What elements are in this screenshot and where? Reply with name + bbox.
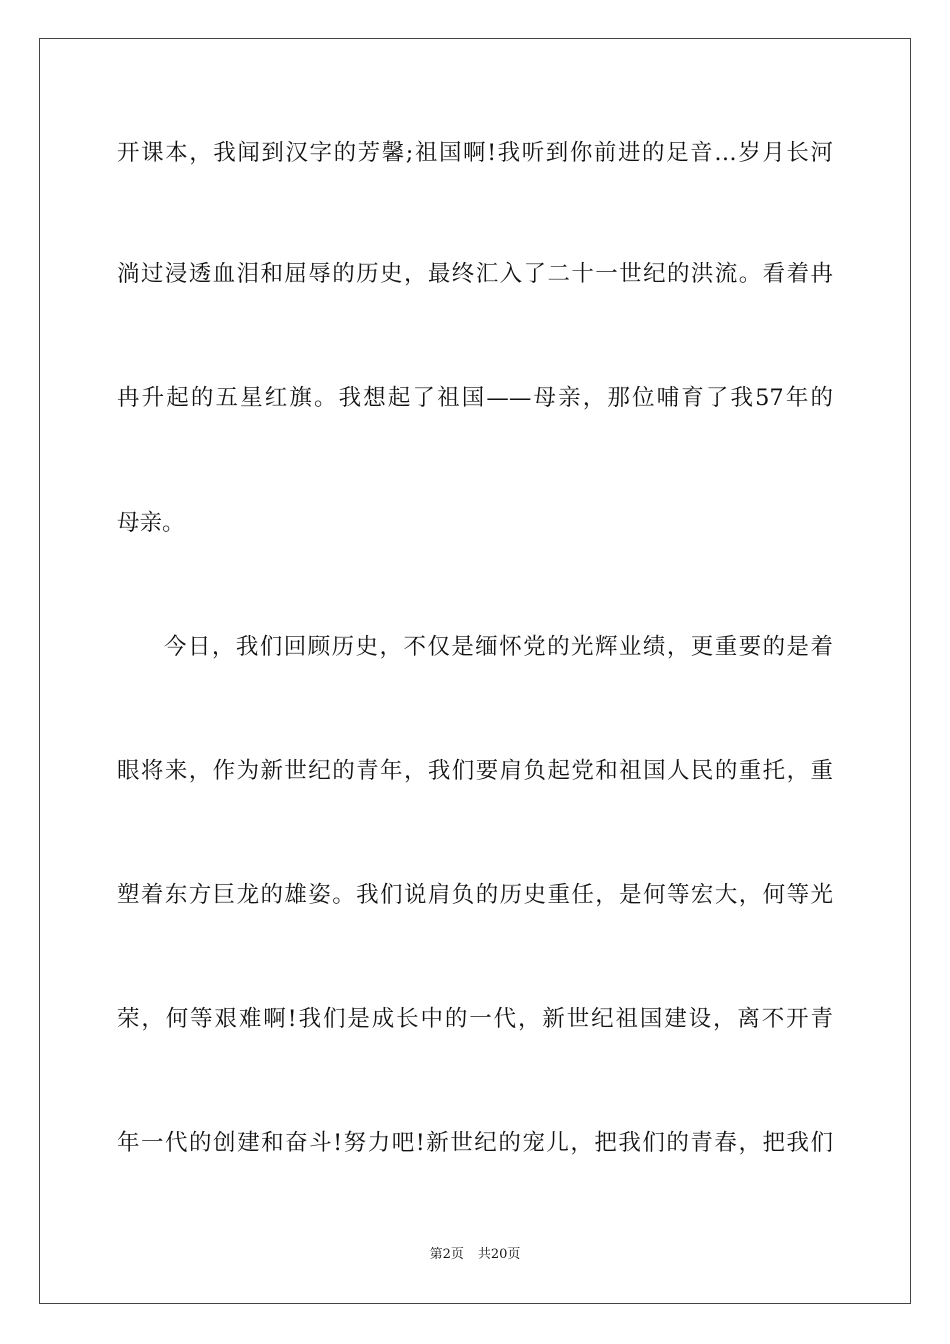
- text-line-8: 荣，何等艰难啊!我们是成长中的一代，新世纪祖国建设，离不开青: [117, 1006, 833, 1032]
- text-line-3: 冉升起的五星红旗。我想起了祖国——母亲，那位哺育了我57年的: [117, 385, 833, 411]
- text-line-7: 塑着东方巨龙的雄姿。我们说肩负的历史重任，是何等宏大，何等光: [117, 882, 833, 908]
- page-footer: [0, 1246, 950, 1264]
- text-line-2: 淌过浸透血泪和屈辱的历史，最终汇入了二十一世纪的洪流。看着冉: [117, 261, 833, 287]
- text-line-9: 年一代的创建和奋斗!努力吧!新世纪的宠儿，把我们的青春，把我们: [117, 1130, 833, 1156]
- text-line-1: 开课本，我闻到汉字的芳馨;祖国啊!我听到你前进的足音…岁月长河: [117, 140, 833, 166]
- page-frame: [39, 38, 911, 1304]
- page-total: 共20页: [477, 1247, 521, 1262]
- page-number: 第2页: [429, 1247, 464, 1262]
- text-line-6: 眼将来，作为新世纪的青年，我们要肩负起党和祖国人民的重托，重: [117, 758, 833, 784]
- text-line-5: 今日，我们回顾历史，不仅是缅怀党的光辉业绩，更重要的是着: [164, 634, 833, 660]
- text-line-4: 母亲。: [117, 510, 185, 536]
